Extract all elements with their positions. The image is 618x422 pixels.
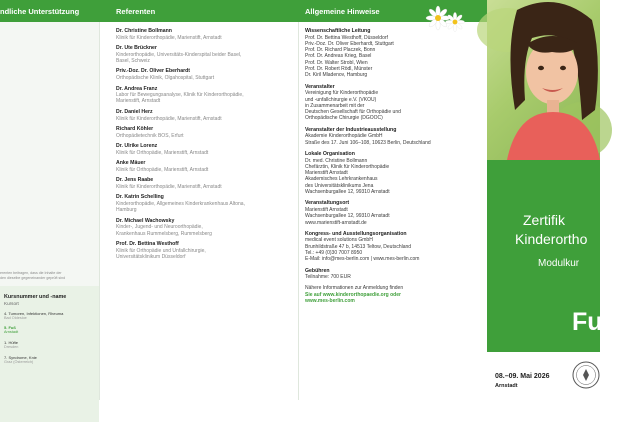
cover-panel [487,0,618,400]
referee-entry: Anke Mäuer Klinik für Orthopädie, Marienstift, Arnstadt [116,160,209,173]
info-block-local-organization: Lokale Organisation Dr. med. Christine Bollmann Chefärztin, Klinik für Kinderorthopädie Marienstift Arnstadt Akademisches Lehrkrankenhaus des Universitätsklinikums Jena Wachsenburgallee 12, 99310 Arnstadt [305,150,390,196]
referee-entry: Dr. Ulrike Lorenz Klinik für Orthopädie, Marienstift, Arnstadt [116,143,209,156]
info-block-registration: Nähere Informationen zur Anmeldung finden Sie auf www.kinderorthopaedie.org oder www.mes-berlin.com [305,285,485,304]
venue-link[interactable]: www.marienstift-arnstadt.de [305,219,367,226]
mes-link[interactable]: www.mes-berlin.com [305,298,355,305]
sponsor-column [0,22,99,400]
referees-heading: Referenten [116,7,156,16]
info-block-scientific-lead: Wissenschaftliche Leitung Prof. Dr. Bettina Westhoff, Düsseldorf Priv.-Doz. Dr. Oliver Eberhardt, Stuttgart Prof. Dr. Richard Placzek, Bonn Prof. Dr. Andreas Krieg, Basel Prof. Dr. Walter Strobl, Wien Prof. Dr. Robert Rödl, Münster Dr. Kiril Mladenov, Hamburg [305,28,394,79]
referee-entry: Dr. Ute Brückner Kinderorthopädie, Universitäts-Kinderspital beider Basel, Basel, Schweiz [116,45,242,64]
cover-photo [487,0,600,160]
event-date: 08.–09. Mai 2026 [495,373,550,380]
society-seal-icon [571,360,601,390]
referee-entry: Dr. Michael Wachowsky Kinder-, Jugend- und Neuroorthopädie, Krankenhaus Rummelsberg, Rummelsberg [116,217,212,237]
sponsor-note: erenten beitragen, dass die Inhalte der den dieselbe gegeneinander geprüft sind [0,271,66,280]
general-info [305,28,485,309]
referee-entry: Dr. Katrin Schelling Kinderorthopädie, Allgemeines Kinderkrankenhaus Altona, Hamburg [116,194,245,214]
referee-entry: Dr. Andrea Franz Labor für Bewegungsanalyse, Klinik für Kinderorthopädie, Marienstift, Arnstadt [116,85,244,105]
course-item: 4. Tumoren, Infektionen, Rheuma Bad Oldesloe [4,310,64,320]
course-list [0,286,99,422]
course-item-active: 5. Fuß Arnstadt [4,325,19,335]
course-list-title: Kursnummer und -name [4,294,67,300]
referee-entry: Dr. Jens Raabe Klinik für Kinderorthopädie, Marienstift, Arnstadt [116,177,222,190]
course-list-subtitle: Kursort [4,300,19,306]
referee-entry: Dr. Daniel Herz Klinik für Kinderorthopädie, Marienstift, Arnstadt [116,108,222,122]
sponsor-heading: ndliche Unterstützung [0,7,80,16]
course-item: 1. Hüfte Dresden [4,339,19,349]
info-block-exhibition: Veranstalter der Industrieausstellung Akademie Kinderorthopädie GmbH Straße des 17. Juni 106–108, 10623 Berlin, Deutschland [305,126,431,146]
course-item: 7. Syndrome, Knie Graz (Österreich) [4,354,37,364]
referees-list [116,28,296,264]
info-block-fees: Gebühren Teilnahme: 700 EUR [305,267,351,281]
info-block-organizer: Veranstalter Vereinigung für Kinderorthopädie und -unfallchirurgie e.V. (VKOU) in Zusammenarbeit mit der Deutschen Gesellschaft für Orthopädie und Orthopädische Chirurgie (DGOOC) [305,83,401,122]
referee-entry: Prof. Dr. Bettina Westhoff Klinik für Orthopädie und Unfallchirurgie, Universitätsklinikum Düsseldorf [116,241,206,260]
cover-topic: Fuß [572,308,618,336]
info-block-congress-organization: Kongress- und Ausstellungsorganisation medical event solutions GmbH Brunhildstraße 47 b, 14513 Teltow, Deutschland Tel.: +49 (0)30 7007 8950 E-Mail: info@mes-berlin.com | www.mes-berlin.com [305,231,485,263]
cover-title-line3: Modulkur [538,258,580,269]
registration-link[interactable]: Sie auf www.kinderorthopaedie.org oder [305,291,401,298]
referee-entry: Priv.-Doz. Dr. Oliver Eberhardt Orthopädische Klinik, Olgahospital, Stuttgart [116,68,215,82]
info-block-venue: Veranstaltungsort Marienstift Arnstadt Wachsenburgallee 12, 99310 Arnstadt www.marienstift-arnstadt.de [305,200,485,225]
info-heading: Allgemeine Hinweise [305,7,380,16]
referee-entry: Dr. Christine Bollmann Klinik für Kinderorthopädie, Marienstift, Arnstadt [116,28,222,41]
column-divider [298,22,299,400]
contact-email-link[interactable]: E-Mail: info@mes-berlin.com | www.mes-berlin.com [305,256,420,263]
child-photo-illustration [487,0,600,160]
cover-title-line1: Zertifik [523,212,565,228]
referee-entry: Richard Köhler Orthopädietechnik BOS, Erfurt [116,125,184,139]
event-place: Arnstadt [495,383,518,389]
column-divider [99,22,100,400]
header-band [0,0,487,22]
cover-title-line2: Kinderortho [515,231,588,247]
